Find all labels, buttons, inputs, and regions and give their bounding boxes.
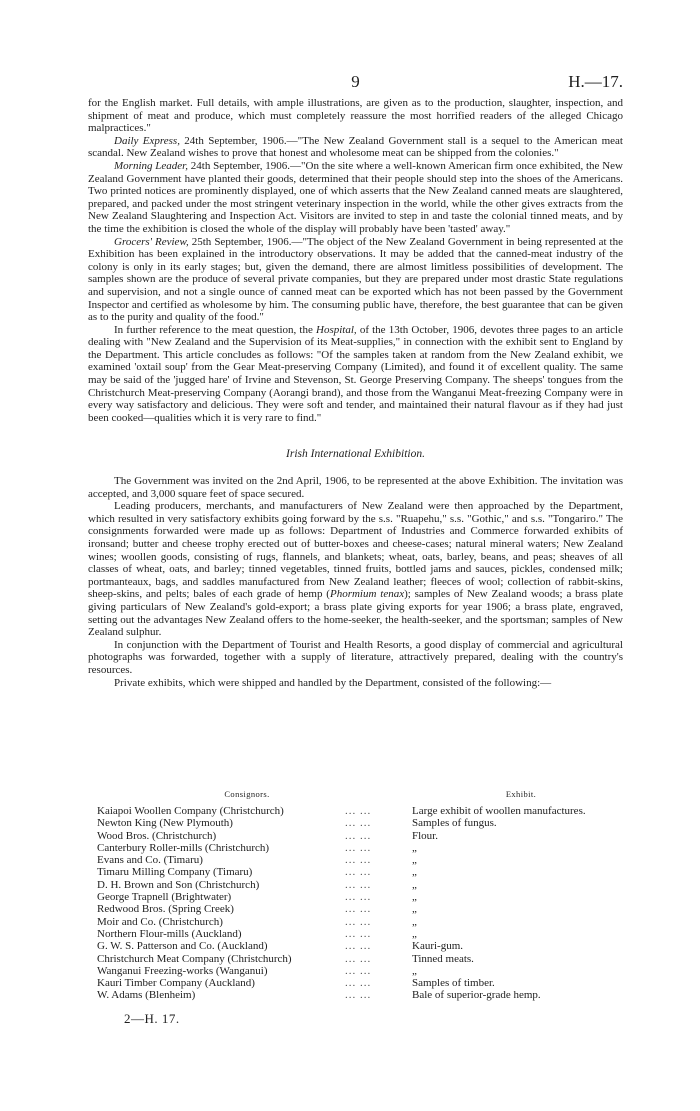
leader-dots: ... ...: [345, 915, 372, 928]
exhibit-cell: „: [412, 841, 417, 854]
consignor-cell: Christchurch Meat Company (Christchurch): [97, 952, 292, 965]
consignor-cell: Timaru Milling Company (Timaru): [97, 866, 253, 879]
leader-dots: ... ...: [345, 866, 372, 879]
table-row: [97, 977, 627, 989]
table-row: [97, 989, 627, 1001]
paragraph: for the English market. Full details, with ample illustrations, are given as to the production, slaughter, inspection, and shipment of meat and produce, which must completely reassure the most horrified readers of the alleged Chicago malpractices.": [88, 97, 623, 135]
paragraph: In further reference to the meat question, the Hospital, of the 13th October, 1906, devotes three pages to an article dealing with "New Zealand and the Supervision of its Meat-supplies," in connection with the exhibit sent to England by the Department. This article concludes as follows: "Of the samples taken at random from the New Zealand exhibit, we examined 'oxtail soup' from the Gear Meat-preserving Company (Limited), and found it of excellent quality. The same may be said of the 'jugged hare' of Irvine and Stevenson, St. George Preserving Company. The sheeps' tongues from the Christchurch Meat-preserving Company (Aorangi brand), and those from the Wanganui Meat-freezing Company were in every way satisfactory and delicious. They were soft and tender, and maintained their natural flavour as if they had just been cooked—qualities which it is very rare to find.": [88, 323, 623, 424]
consignor-cell: Kaiapoi Woollen Company (Christchurch): [97, 805, 284, 817]
leader-dots: ... ...: [345, 927, 372, 940]
leader-dots: ... ...: [345, 854, 372, 867]
table-row: [97, 854, 627, 866]
signature-mark: 2—H. 17.: [124, 1011, 180, 1026]
body-text: [88, 97, 623, 689]
paragraph: Private exhibits, which were shipped and handled by the Department, consisted of the following:—: [114, 676, 552, 689]
leader-dots: ... ...: [345, 977, 372, 990]
paragraph: The Government was invited on the 2nd April, 1906, to be represented at the above Exhibition. The invitation was accepted, and 3,000 square feet of space secured.: [88, 475, 623, 500]
exhibit-cell: Samples of fungus.: [412, 817, 497, 830]
exhibit-cell: „: [412, 854, 417, 867]
leader-dots: ... ...: [345, 891, 372, 904]
publication-name: Morning Leader,: [114, 159, 188, 172]
consignor-cell: Evans and Co. (Timaru): [97, 854, 203, 867]
table-row: [97, 879, 627, 891]
table-row: [97, 940, 627, 952]
column-header-exhibit: Exhibit.: [505, 789, 537, 799]
leader-dots: ... ...: [345, 940, 372, 953]
table-row: [97, 891, 627, 903]
consignor-cell: George Trapnell (Brightwater): [97, 891, 232, 904]
exhibit-cell: „: [412, 927, 417, 940]
document-reference: H.—17.: [568, 72, 623, 91]
paragraph: Morning Leader, 24th September, 1906.—"On the site where a well-known American firm once exhibited, the New Zealand Government have planted their goods, determined that their people should step into the shoes of the Americans. Two printed notices are prominently displayed, one of which asserts that the New Zealand canned meats are slaughtered, prepared, and packed under the most stringent veterinary inspection in the world, while the other gives extracts from the New Zealand Slaughtering and Inspection Act. Visitors are invited to step in and taste the colonial tinned meats, and by the time the exhibition is closed the whole of the display will probably have been 'tasted' away.": [88, 159, 623, 235]
leader-dots: ... ...: [345, 952, 372, 965]
consignor-cell: Wanganui Freezing-works (Wanganui): [97, 964, 268, 977]
table-row: [97, 817, 627, 829]
exhibit-cell: „: [412, 915, 417, 928]
exhibit-cell: Flour.: [412, 829, 438, 842]
paragraph: Leading producers, merchants, and manufacturers of New Zealand were then approached by the Department, which resulted in very satisfactory exhibits going forward by the s.s. "Ruapehu," s.s. "Gothic," and s.s. "Tongariro." The consignments forwarded were made up as follows: Department of Industries and Commerce forwarded exhibits of ironsand; butter and cheese trophy erected out of butter-boxes and cheese-cases; natural mineral waters; New Zealand wines; woollen goods, consisting of rugs, flannels, and blankets; wheat, oats, barley, beans, and peas; sheaves of all classes of wheat, oats, and barley; tinned vegetables, tinned fruits, bottled jams and sauces, pickles, condensed milk; portmanteaux, bags, and saddles manufactured from New Zealand leather; fleeces of wool; collection of rabbit-skins, sheep-skins, and pelts; bales of each grade of hemp (Phormium tenax); samples of New Zealand woods; a brass plate giving particulars of New Zealand's gold-export; a brass plate giving exports for year 1906; a brass plate, engraved, setting out the advantages New Zealand offers to the home-seeker, the health-seeker, and the sportsman; samples of New Zealand sulphur.: [88, 500, 623, 639]
publication-name: Daily Express,: [114, 134, 180, 147]
leader-dots: ... ...: [345, 903, 372, 916]
publication-name: Hospital,: [316, 323, 357, 336]
leader-dots: ... ...: [345, 989, 372, 1002]
exhibit-cell: „: [412, 891, 417, 904]
table-row: [97, 842, 627, 854]
consignor-cell: D. H. Brown and Son (Christchurch): [97, 878, 260, 891]
leader-dots: ... ...: [345, 829, 372, 842]
table-header: [97, 789, 627, 805]
exhibit-cell: „: [412, 878, 417, 891]
consignor-cell: Northern Flour-mills (Auckland): [97, 927, 242, 940]
page-header: [88, 72, 623, 94]
consignor-cell: Newton King (New Plymouth): [97, 817, 233, 830]
page-number: 9: [351, 72, 360, 91]
table-row: [97, 866, 627, 878]
section-heading: Irish International Exhibition.: [286, 448, 425, 461]
exhibit-cell: „: [412, 964, 417, 977]
consignor-cell: Wood Bros. (Christchurch): [97, 829, 217, 842]
exhibit-cell: „: [412, 866, 417, 879]
paragraph: Grocers' Review, 25th September, 1906.—"The object of the New Zealand Government in being represented at the Exhibition has been explained in the introductory observations. It may be added that the canned-meat industry of the colony is only in its early stages; but, given the demand, there are almost limitless possibilities of development. The samples shown are the produce of several private companies, but they are prepared under most drastic State regulations and supervision, and not a single ounce of canned meat can be exported which has not been passed by the Government Inspector and certified as wholesome by him. The consuming public have, therefore, the best guarantee that can be given as to the purity and quality of the food.": [88, 235, 623, 324]
table-row: [97, 916, 627, 928]
column-header-consignors: Consignors.: [224, 789, 270, 799]
exhibit-cell: Bale of superior-grade hemp.: [412, 989, 541, 1002]
exhibits-table: [97, 789, 627, 1002]
table-row: [97, 928, 627, 940]
exhibit-cell: „: [412, 903, 417, 916]
table-row: [97, 805, 627, 817]
consignor-cell: Moir and Co. (Christchurch): [97, 915, 223, 928]
table-body: [97, 805, 627, 1002]
leader-dots: ... ...: [345, 841, 372, 854]
table-row: [97, 903, 627, 915]
leader-dots: ... ...: [345, 805, 372, 817]
leader-dots: ... ...: [345, 817, 372, 830]
leader-dots: ... ...: [345, 964, 372, 977]
table-row: [97, 830, 627, 842]
consignor-cell: Redwood Bros. (Spring Creek): [97, 903, 234, 916]
exhibit-cell: Samples of timber.: [412, 977, 495, 990]
table-row: [97, 953, 627, 965]
exhibit-cell: Tinned meats.: [412, 952, 474, 965]
species-name: Phormium tenax: [329, 588, 405, 601]
consignor-cell: Canterbury Roller-mills (Christchurch): [97, 841, 270, 854]
consignor-cell: Kauri Timber Company (Auckland): [97, 977, 255, 990]
publication-name: Grocers' Review,: [114, 235, 189, 248]
table-row: [97, 965, 627, 977]
exhibit-cell: Large exhibit of woollen manufactures.: [412, 805, 586, 817]
consignor-cell: W. Adams (Blenheim): [97, 989, 196, 1002]
consignor-cell: G. W. S. Patterson and Co. (Auckland): [97, 940, 268, 953]
leader-dots: ... ...: [345, 878, 372, 891]
paragraph: Daily Express, 24th September, 1906.—"The New Zealand Government stall is a sequel to the American meat scandal. New Zealand wishes to prove that honest and wholesome meat can be shipped from the colonies.": [88, 134, 623, 160]
paragraph: In conjunction with the Department of Tourist and Health Resorts, a good display of commercial and agricultural photographs was forwarded, together with a supply of literature, attractively prepared, dealing with the country's resources.: [88, 638, 623, 676]
exhibit-cell: Kauri-gum.: [412, 940, 464, 953]
